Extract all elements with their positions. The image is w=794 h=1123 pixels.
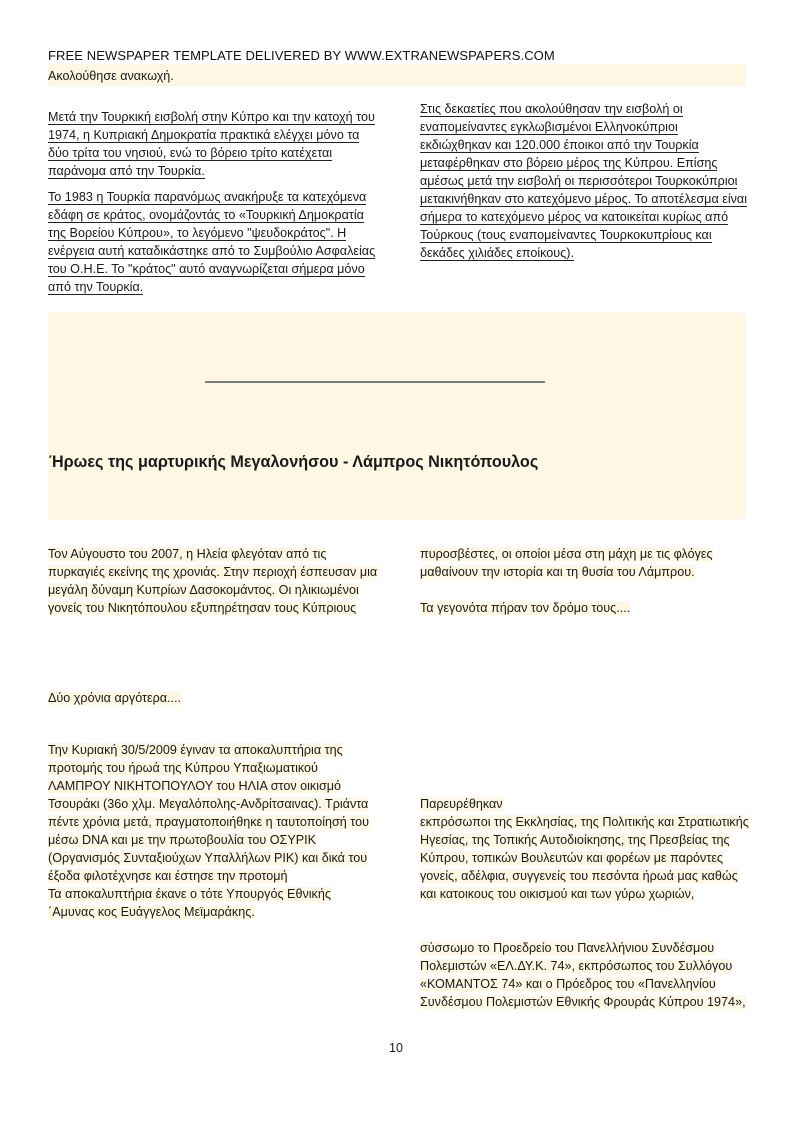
- intro-line: Ακολούθησε ανακωχή.: [48, 69, 174, 83]
- attendees-heading: Παρευρέθηκαν: [420, 797, 503, 811]
- page-header: FREE NEWSPAPER TEMPLATE DELIVERED BY WWW.EXTRANEWSPAPERS.COM: [48, 48, 555, 63]
- right-column-top: [420, 100, 752, 270]
- article-right-intro: [420, 545, 750, 581]
- paragraph-settlers: Στις δεκαετίες που ακολούθησαν την εισβολή οι εναπομείναντες εγκλωβισμένοι Ελληνοκύπριοι εκδιώχθηκαν και 120.000 έποικοι από την Τουρκία μεταφέρθηκαν στο βόρειο μέρος της Κύπρου. Επίσης αμέσως μετά την εισβολή οι περισσότεροι Τουρκοκύπριοι μετακινήθηκαν στο κατεχόμενο μέρος. Το αποτέλεσμα είναι σήμερα το κατεχόμενο μέρος να κατοικείται κυρίως από Τούρκους (τους εναπομείναντες Τουρκοκυπρίους και δεκάδες χιλιάδες εποίκους).: [420, 102, 748, 260]
- article-left-intro: [48, 545, 378, 617]
- associations-text: σύσσωμο το Προεδρείο του Πανελλήνιου Συνδέσμου Πολεμιστών «ΕΛ.ΔΥ.Κ. 74», εκπρόσωπος του Συλλόγου «ΚΟΜΑΝΤΟΣ 74» και ο Πρόεδρος του «Πανελληνίου Συνδέσμου Πολεμιστών Εθνικής Φρουράς Κύπρου 1974»,: [420, 941, 746, 1009]
- article-left-body: [48, 741, 378, 921]
- divider-rule: [205, 381, 545, 383]
- paragraph-occupation: Μετά την Τουρκική εισβολή στην Κύπρο και την κατοχή του 1974, η Κυπριακή Δημοκρατία πρακτικά ελέγχει μόνο τα δύο τρίτα του νησιού, ενώ το βόρειο τρίτο κατέχεται παράνομα από την Τουρκία.: [48, 110, 375, 178]
- article-right-body-2: [420, 939, 750, 1011]
- article-right-body: [420, 795, 750, 903]
- intro-continued-text: πυροσβέστες, οι οποίοι μέσα στη μάχη με τις φλόγες μαθαίνουν την ιστορία και τη θυσία του Λάμπρου.: [420, 547, 713, 579]
- minister-text: Τα αποκαλυπτήρια έκανε ο τότε Υπουργός Εθνικής ΄Αμυνας κος Ευάγγελος Μεϊμαράκης.: [48, 887, 331, 919]
- paragraph-pseudostate: Το 1983 η Τουρκία παρανόμως ανακήρυξε τα κατεχόμενα εδάφη σε κράτος, ονομάζοντάς το «Τουρκική Δημοκρατία της Βορείου Κύπρου», το λεγόμενο "ψευδοκράτος". Η ενέργεια αυτή καταδικάστηκε από το Συμβούλιο Ασφαλείας του Ο.Η.Ε. Το "κράτος" αυτό αναγνωρίζεται σήμερα μόνο από την Τουρκία.: [48, 190, 376, 294]
- events-line: Τα γεγονότα πήραν τον δρόμο τους....: [420, 601, 631, 615]
- attendees-text: εκπρόσωποι της Εκκλησίας, της Πολιτικής και Στρατιωτικής Ηγεσίας, της Τοπικής Αυτοδιοίκησης, της Πρεσβείας της Κύπρου, τοπικών Βουλευτών και φορέων με παρόντες γονείς, αδέλφια, συγγενείς του πεσόντα ήρωά μας καθώς και κατοικους του οικισμού και των γύρω χωριών,: [420, 815, 749, 901]
- article-heading: Ήρωες της μαρτυρικής Μεγαλονήσου - Λάμπρος Νικητόπουλος: [49, 453, 539, 471]
- unveiling-text: Την Κυριακή 30/5/2009 έγιναν τα αποκαλυπτήρια της προτομής του ήρωά της Κύπρου Υπαξιωματικού ΛΑΜΠΡΟΥ ΝΙΚΗΤΟΠΟΥΛΟΥ του ΗΛΙΑ στον οικισμό Τσουράκι (36ο χλμ. Μεγαλόπολης-Ανδρίτσαινας). Τριάντα πέντε χρόνια μετά, πραγματοποιήθηκε η ταυτοποίησή του μέσω DNA και με την πρωτοβουλία του ΟΣΥΡΙΚ (Οργανισμός Συνταξιούχων Υπαλλήλων ΡΙΚ) και δικά του έξοδα φιλοτέχνησε και έστησε την προτομή: [48, 743, 369, 883]
- page-number: 10: [389, 1041, 403, 1055]
- two-years-line: Δύο χρόνια αργότερα....: [48, 691, 182, 705]
- heading-band: [48, 312, 746, 520]
- intro-text: Τον Αύγουστο του 2007, η Ηλεία φλεγόταν από τις πυρκαγιές εκείνης της χρονιάς. Στην περιοχή έσπευσαν μια μεγάλη δύναμη Κυπρίων Δασοκομάντος. Οι ηλικιωμένοι γονείς του Νικητόπουλου εξυπηρέτησαν τους Κύπριους: [48, 547, 378, 615]
- left-column-top: [48, 108, 380, 304]
